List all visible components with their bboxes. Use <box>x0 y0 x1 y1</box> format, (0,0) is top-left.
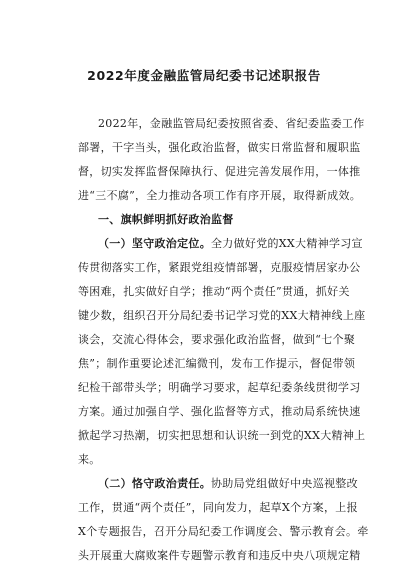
para-2-first-line <box>98 477 358 491</box>
para-2-label: （二）恪守政治责任。 <box>98 477 211 490</box>
intro-line-4: 进“三不腐”，全力推动各项工作有序开展，取得新成效。 <box>78 189 362 202</box>
intro-line-2: 部署，干字当头，强化政治监督，做实日常监督和履职监 <box>78 141 361 154</box>
para-1-line: 来。 <box>78 453 101 466</box>
para-2-first-rest: 协助局党组做好中央巡视整改 <box>211 477 358 490</box>
para-1-line: 方案。通过加强自学、强化监督等方式，推动局系统快速 <box>78 405 361 418</box>
para-1-line: 掀起学习热潮，切实把思想和认识统一到党的XX大精神上 <box>78 429 366 442</box>
para-1-line: 纪检干部带头学；明确学习要求，起草纪委条线贯彻学习 <box>78 381 361 394</box>
para-1-first-rest: 全力做好党的XX大精神学习宣 <box>211 237 363 250</box>
para-1-line: 传贯彻落实工作，紧跟党组疫情部署，克服疫情居家办公 <box>78 261 361 274</box>
para-1-line: 键少数，组织召开分局纪委书记学习党的XX大精神线上座 <box>78 309 366 322</box>
para-1-first-line <box>98 237 363 251</box>
para-2-line: 头开展重大腐败案件专题警示教育和违反中央八项规定精 <box>78 549 361 562</box>
intro-line-1: 2022年，金融监管局纪委按照省委、省纪委监委工作 <box>98 117 365 130</box>
para-1-line: 谈会，交流心得体会，要求强化政治监督，做到“七个聚 <box>78 333 356 346</box>
para-2-line: X个专题报告，召开分局纪委工作调度会、警示教育会。牵 <box>78 525 369 538</box>
para-1-line: 焦”；制作重要论述汇编微刊，发布工作提示，督促带领 <box>78 357 356 370</box>
intro-line-3: 督，切实发挥监督保障执行、促进完善发展作用，一体推 <box>78 165 361 178</box>
section-1-heading: 一、旗帜鲜明抓好政治监督 <box>98 213 234 226</box>
document-title: 2022年度金融监管局纪委书记述职报告 <box>87 68 321 83</box>
para-1-line: 等困难，扎实做好自学；推动“两个责任”贯通，抓好关 <box>78 285 350 298</box>
para-2-line: 工作，贯通“两个责任”，同向发力，起草X个方案，上报 <box>78 501 358 514</box>
para-1-label: （一）坚守政治定位。 <box>98 237 211 250</box>
